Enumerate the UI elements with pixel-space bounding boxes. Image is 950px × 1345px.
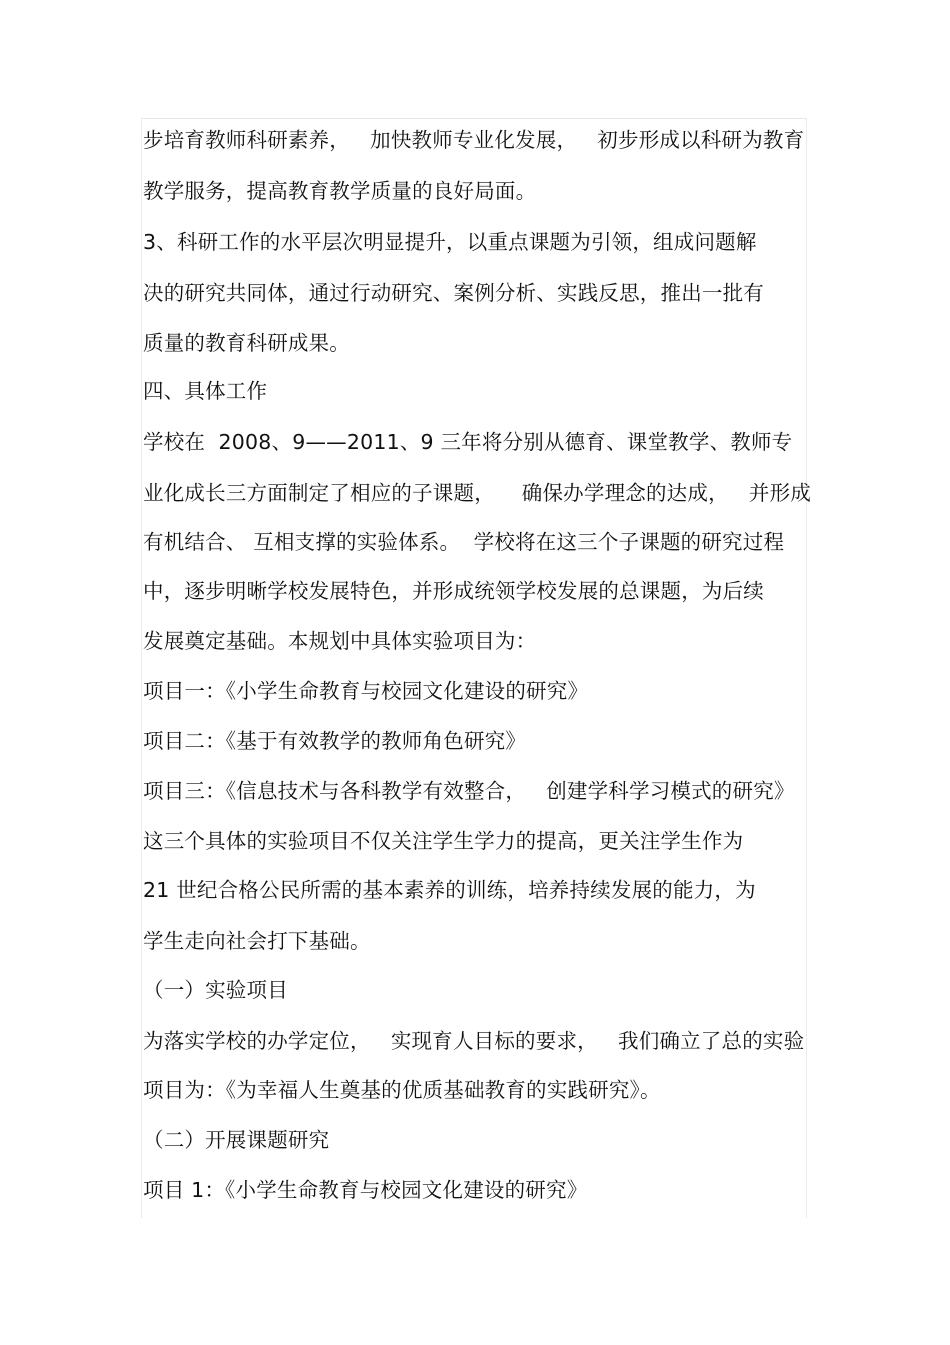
- text-line-5: 质量的教育科研成果。: [143, 331, 350, 355]
- text-line-9: 有机结合、 互相支撑的实验体系。 学校将在这三个子课题的研究过程: [143, 530, 785, 554]
- text-line-11: 发展奠定基础。本规划中具体实验项目为：: [143, 629, 537, 653]
- project-item-2: 项目二：《基于有效教学的教师角色研究》: [143, 729, 527, 753]
- text-line-2: 教学服务，提高教育教学质量的良好局面。: [143, 179, 537, 203]
- text-line-20: 项目为：《为幸福人生奠基的优质基础教育的实践研究》。: [143, 1078, 661, 1102]
- text-line-15: 这三个具体的实验项目不仅关注学生学力的提高，更关注学生作为: [143, 829, 744, 853]
- text-line-7: 学校在 2008、9——2011、9 三年将分别从德育、课堂教学、教师专: [143, 430, 793, 454]
- section-heading-4: 四、具体工作: [143, 379, 268, 403]
- project-item-3: 项目三：《信息技术与各科教学有效整合， 创建学科学习模式的研究》: [143, 779, 795, 803]
- project-item-1: 项目一：《小学生命教育与校园文化建设的研究》: [143, 679, 589, 703]
- text-line-17: 学生走向社会打下基础。: [143, 929, 371, 953]
- project-1-heading: 项目 1：《小学生命教育与校园文化建设的研究》: [143, 1178, 588, 1202]
- text-line-4: 决的研究共同体，通过行动研究、案例分析、实践反思，推出一批有: [143, 281, 764, 305]
- text-line-19: 为落实学校的办学定位， 实现育人目标的要求， 我们确立了总的实验: [143, 1029, 805, 1053]
- subsection-heading-2: （二）开展课题研究: [143, 1128, 330, 1152]
- subsection-heading-1: （一）实验项目: [143, 978, 288, 1002]
- text-line-1: 步培育教师科研素养， 加快教师专业化发展， 初步形成以科研为教育: [143, 128, 805, 152]
- text-line-10: 中，逐步明晰学校发展特色，并形成统领学校发展的总课题，为后续: [143, 579, 764, 603]
- text-line-16: 21 世纪合格公民所需的基本素养的训练，培养持续发展的能力，为: [143, 878, 756, 902]
- text-line-3: 3、科研工作的水平层次明显提升，以重点课题为引领，组成问题解: [143, 230, 757, 254]
- text-line-8: 业化成长三方面制定了相应的子课题， 确保办学理念的达成， 并形成: [143, 481, 812, 505]
